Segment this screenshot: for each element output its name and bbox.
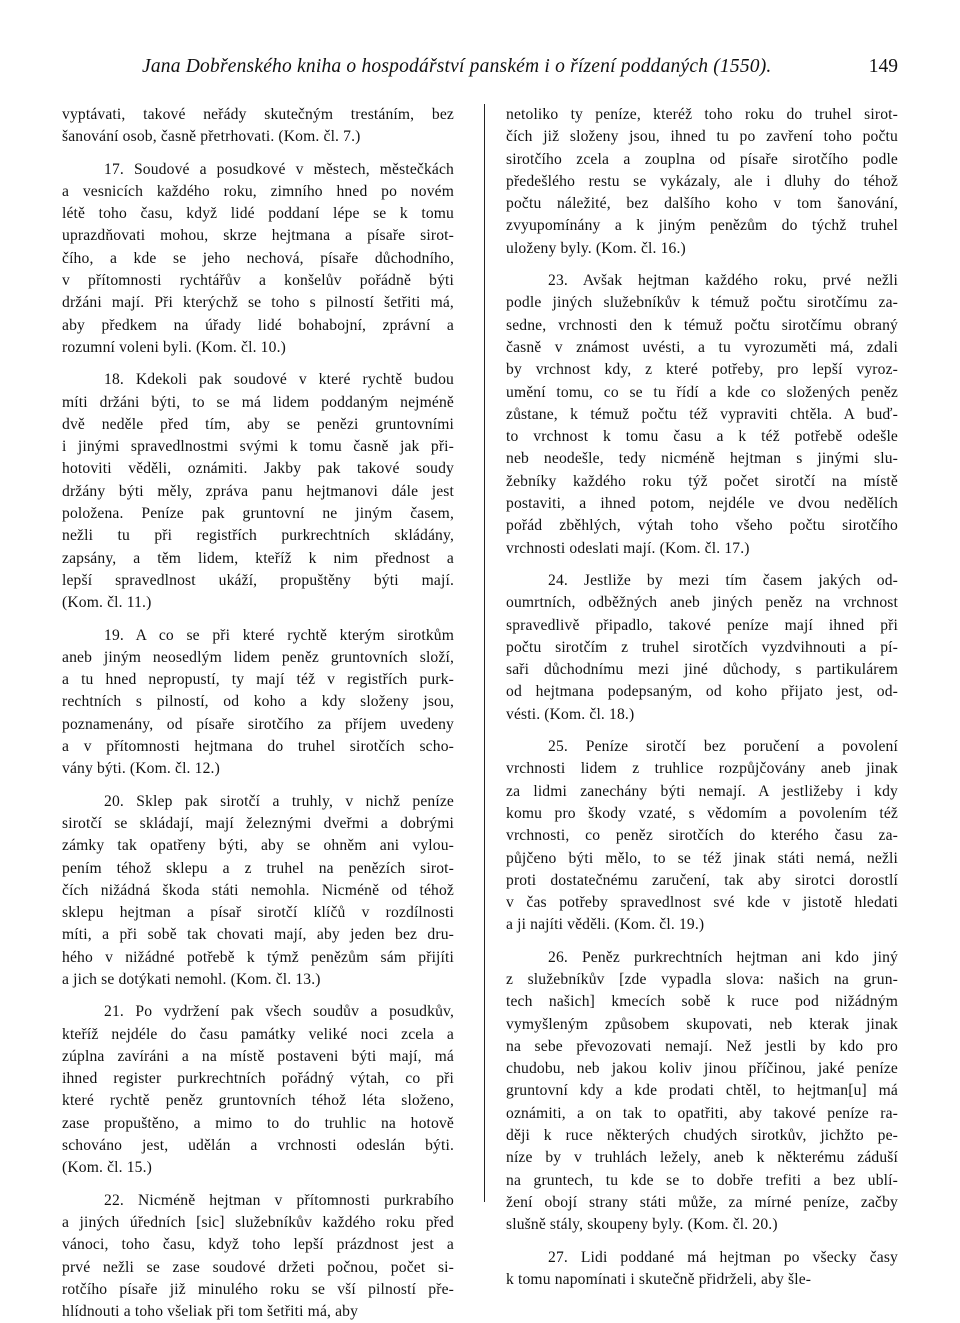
text-line: ihned register purkrechtních pořádný výtah, co při — [62, 1070, 454, 1088]
text-line: nežli tu při registřích purkrechtních skládány, — [62, 527, 454, 545]
text-line: půjčeno býti mělo, to se též jinak státi nemá, nežli — [506, 849, 898, 867]
text-line: zúplna zavíráni a na místě postaveni býti mají, má — [62, 1047, 454, 1065]
text-line: žebníky každého roku týž počet sirotčí na místě — [506, 472, 898, 490]
paragraph-gap — [62, 781, 454, 791]
paragraph — [62, 1190, 454, 1323]
text-line: to vrchnost k tomu času a k též potřebě odešle — [506, 428, 898, 446]
text-line: aneb jiným neosedlým lidem peněz gruntovních složí, — [62, 648, 454, 666]
text-line: hého v nižádné potřebě k týmž penězům sám přijíti — [62, 948, 454, 966]
text-line: na sebe převozovati nemají. Než jestli by kdo pro — [506, 1037, 898, 1055]
text-line: čích nižádná škoda státi nemohla. Nicméně od téhož — [62, 881, 454, 899]
text-line: vány býti. (Kom. čl. 12.) — [62, 760, 220, 778]
text-line: 23. Avšak hejtman každého roku, prvé nežli — [548, 272, 898, 290]
paragraph-gap — [62, 149, 454, 159]
text-line: od hejtmana podepsaným, od koho přijato jest, od- — [506, 683, 898, 701]
paragraph — [506, 1247, 898, 1292]
text-line: kteříž nejdéle do času památky veliké noci zcela a — [62, 1025, 454, 1043]
text-line: poznamenány, od písaře sirotčího za příjem uvedeny — [62, 715, 454, 733]
paragraph-gap — [506, 260, 898, 270]
text-line: chudobu, neb jakou koliv jinou příčinou, jaké peníze — [506, 1060, 898, 1078]
paragraph — [506, 104, 898, 260]
text-line: schováno jest, udělán a vrchnosti odeslán býti. — [62, 1137, 454, 1155]
text-line: zase propuštěno, a mimo to do truhlic na hotově — [62, 1114, 454, 1132]
text-line: rozumní voleni byli. (Kom. čl. 10.) — [62, 338, 286, 356]
paragraph — [506, 736, 898, 937]
text-line: oumrtních, odběžných aneb jiných peněz na vrchnost — [506, 594, 898, 612]
text-line: žení obojí strany státi může, za mírné peníze, začby — [506, 1193, 898, 1211]
text-line: počtu náležité, bez dalšího koho v tom šanování, — [506, 195, 898, 213]
text-line: držáni mají. Při kterýchž se toho s pilností šetřiti má, — [62, 294, 454, 312]
text-line: netoliko ty peníze, kteréž toho roku do truhel sirot- — [506, 106, 898, 123]
text-line: položena. Peníze pak gruntovní ne jiným časem, — [62, 505, 454, 523]
text-line: vrchnosti lidem z truhlice rozpůjčovány aneb jinak — [506, 760, 898, 778]
text-line: předešlého restu se vykázaly, ale i dluhy do téhož — [506, 172, 898, 190]
text-line: 27. Lidi poddané má hejtman po všecky časy — [548, 1248, 898, 1266]
text-line: sirotčí se skládají, mají železnými dveřmi a dobrými — [62, 814, 454, 832]
paragraph — [62, 791, 454, 992]
text-line: vánoci, toho času, když toho lepší prázdnost jest a — [62, 1236, 454, 1254]
text-line: 20. Sklep pak sirotčí a truhly, v nichž peníze — [104, 792, 454, 810]
text-line: tech našich] kmecích sobě k ruce pod nižádným — [506, 993, 898, 1011]
text-line: zvyupomínány a k jiným penězům do týchž truhel — [506, 217, 898, 235]
text-line: zapsány, a těm lidem, kteříž k nim přednost a — [62, 549, 454, 567]
text-line: oznámiti, a on tak to opatřiti, aby takové peníze ra- — [506, 1104, 898, 1122]
text-line: 24. Jestliže by mezi tím časem jakých od- — [548, 571, 898, 589]
text-line: sirotčího zcela a zouplna od písaře sirotčího podle — [506, 150, 898, 168]
text-line: míti, a při sobě tak chovati mají, aby jeden bez dru- — [62, 926, 454, 944]
text-line: šanování osob, časně přetrhovati. (Kom. čl. 7.) — [62, 128, 361, 146]
text-line: zámky tak opatřeny býti, aby se ohněm ani vylou- — [62, 837, 454, 855]
text-line: držány býti měly, zpráva panu hejtmanovi dále jest — [62, 482, 454, 500]
text-line: vrchnosti, co peněz sirotčích do kterého času za- — [506, 827, 898, 845]
paragraph-gap — [506, 1237, 898, 1247]
text-line: by vrchnost kdy, z které potřeby, pro lepší vyroz- — [506, 361, 898, 379]
text-line: aby předkem na úřady lidé bohabojní, zprávní a — [62, 316, 454, 334]
paragraph — [506, 570, 898, 726]
text-line: a tu hned nepropustí, ty mají též v registřích purk- — [62, 671, 454, 689]
text-line: 22. Nicméně hejtman v přítomnosti purkrabího — [104, 1191, 454, 1209]
text-line: lepší spravedlnost ukáží, propuštěny býti mají. — [62, 571, 454, 589]
text-line: uloženy byly. (Kom. čl. 16.) — [506, 239, 686, 257]
text-line: časně v známost uvésti, a tu vyrozuměti má, zdali — [506, 338, 898, 356]
text-line: sedne, vrchnosti den k témuž počtu sirotčímu obraný — [506, 316, 898, 334]
text-line: za lidmi zanechány býti nemají. A jestližeby i kdy — [506, 782, 898, 800]
text-line: dvě neděle před tím, aby se penězi gruntovními — [62, 415, 454, 433]
text-line: 18. Kdekoli pak soudové v které rychtě budou — [104, 371, 454, 389]
text-line: a vesnicích každého roku, zimního hned po novém — [62, 182, 454, 200]
paragraph-gap — [62, 615, 454, 625]
text-line: spravedlivě připadlo, takové peníze mají ihned při — [506, 616, 898, 634]
text-line: počtu sirotčím z truhel sirotčích vyzdvihnouti a pí- — [506, 638, 898, 656]
text-line: postaviti, a ihned potom, nejdéle ve dvou nedělích — [506, 495, 898, 513]
text-line: v čas potřeby spravedlnost své kde v jistotě hledati — [506, 894, 898, 912]
text-line: proti dostatečnému zaručení, tak aby sirotci dorostlí — [506, 871, 898, 889]
text-line: slušně stály, skoupeny byly. (Kom. čl. 20.) — [506, 1216, 778, 1234]
text-line: rechtních s pilností, od koho a kdy složeny jsou, — [62, 693, 454, 711]
text-line: vyptávati, takové neřády skutečným trestáním, bez — [62, 106, 454, 123]
paragraph — [62, 1001, 454, 1179]
text-line: prvé nežli se zase soudové držeti počnou, počet si- — [62, 1258, 454, 1276]
left-column — [62, 104, 454, 1323]
text-line: hotoviti věděli, oznámiti. Jakby pak takové soudy — [62, 460, 454, 478]
text-line: pením téhož sklepu a z truhel na penězích sirot- — [62, 859, 454, 877]
right-column — [506, 104, 898, 1291]
text-line: 25. Peníze sirotčí bez poručení a povolení — [548, 738, 898, 756]
text-line: 26. Peněz purkrechtních hejtman ani kdo jiný — [548, 948, 898, 966]
paragraph-gap — [506, 560, 898, 570]
paragraph-gap — [62, 359, 454, 369]
paragraph — [62, 625, 454, 781]
text-line: 19. A co se při které rychtě kterým sirotkům — [104, 626, 454, 644]
text-line: zůstane, k témuž počtu též vypraviti chtěla. A buď- — [506, 405, 898, 423]
text-line: sklepu hejtman a písař sirotčí klíčů v rozdílnosti — [62, 904, 454, 922]
text-line: neb neodešle, tedy nicméně hejtman s jinými slu- — [506, 450, 898, 468]
text-line: čích již složeny jsou, ihned tu po zavření toho počtu — [506, 128, 898, 146]
text-line: (Kom. čl. 15.) — [62, 1159, 153, 1177]
paragraph — [62, 159, 454, 360]
paragraph-gap — [62, 1180, 454, 1190]
text-line: v přítomnosti rychtářův a konšelův pořádně býti — [62, 272, 454, 290]
text-line: umění tomu, co se tu řídí a kde co složených peněz — [506, 383, 898, 401]
text-line: a v přítomnosti hejtmana do truhel sirotčích scho- — [62, 738, 454, 756]
text-line: saři důchodnímu mezi jiné důchody, s partikulárem — [506, 661, 898, 679]
running-title: Jana Dobřenského kniha o hospodářství panském i o řízení poddaných (1550). — [142, 56, 772, 77]
text-line: vésti. (Kom. čl. 18.) — [506, 705, 635, 723]
paragraph-gap — [62, 991, 454, 1001]
text-line: a jiných úředních [sic] služebníkův každého roku před — [62, 1213, 454, 1231]
page-number: 149 — [868, 56, 898, 77]
paragraph — [62, 104, 454, 149]
text-line: létě toho času, když lidé poddaní lépe se k tomu — [62, 205, 454, 223]
text-line: ději k ruce některých chudých sirotkův, jichžto pe- — [506, 1127, 898, 1145]
text-line: čího, a kde se jeho nechová, písaře důchodního, — [62, 249, 454, 267]
paragraph — [62, 369, 454, 614]
text-line: vrchnosti odeslati mají. (Kom. čl. 17.) — [506, 539, 750, 557]
text-line: uprazdňovati mohou, skrze hejtmana a písaře sirot- — [62, 227, 454, 245]
paragraph-gap — [506, 726, 898, 736]
text-line: pořád zběhlých, výtah toho všeho počtu sirotčího — [506, 517, 898, 535]
text-line: rotčího písaře již minulého roku se vší pilností pře- — [62, 1280, 454, 1298]
text-line: které rychtě peněz gruntovních téhož léta složeno, — [62, 1092, 454, 1110]
text-line: komu pro škody vzaté, s vědomím a povolením též — [506, 804, 898, 822]
text-line: a ji najíti věděli. (Kom. čl. 19.) — [506, 916, 705, 934]
text-line: níze by v truhlách ležely, aneb k některému záduší — [506, 1149, 898, 1167]
text-line: vymyšleným způsobem skupovati, neb kterak jinak — [506, 1015, 898, 1033]
paragraph — [506, 270, 898, 560]
text-line: 17. Soudové a posudkové v městech, městečkách — [104, 160, 454, 178]
text-line: a jich se dotýkati nemohl. (Kom. čl. 13.) — [62, 970, 321, 988]
paragraph-gap — [506, 937, 898, 947]
text-line: (Kom. čl. 11.) — [62, 594, 152, 612]
column-divider — [484, 104, 485, 1202]
text-line: podle jiných služebníkův k témuž počtu sirotčímu za- — [506, 294, 898, 312]
text-line: gruntovní kdy a kde prodati chtěl, to hejtman[u] má — [506, 1082, 898, 1100]
text-line: míti držáni býti, to se má lidem poddaným nejméně — [62, 393, 454, 411]
text-line: 21. Po vydržení pak všech soudův a posudkův, — [104, 1003, 454, 1021]
text-line: hlídnouti a toho všeliak při tom šetřiti má, aby — [62, 1303, 359, 1321]
running-header — [62, 56, 898, 84]
paragraph — [506, 947, 898, 1237]
text-line: k tomu napomínati i skutečně přidrželi, aby šle- — [506, 1270, 812, 1288]
text-line: na gruntech, tu kde se to dobře trefiti a bez ublí- — [506, 1171, 898, 1189]
text-line: z služebníkův [zde vypadla slova: našich na grun- — [506, 970, 898, 988]
text-line: i jinými spravedlnostmi svými k tomu časně jak při- — [62, 438, 454, 456]
